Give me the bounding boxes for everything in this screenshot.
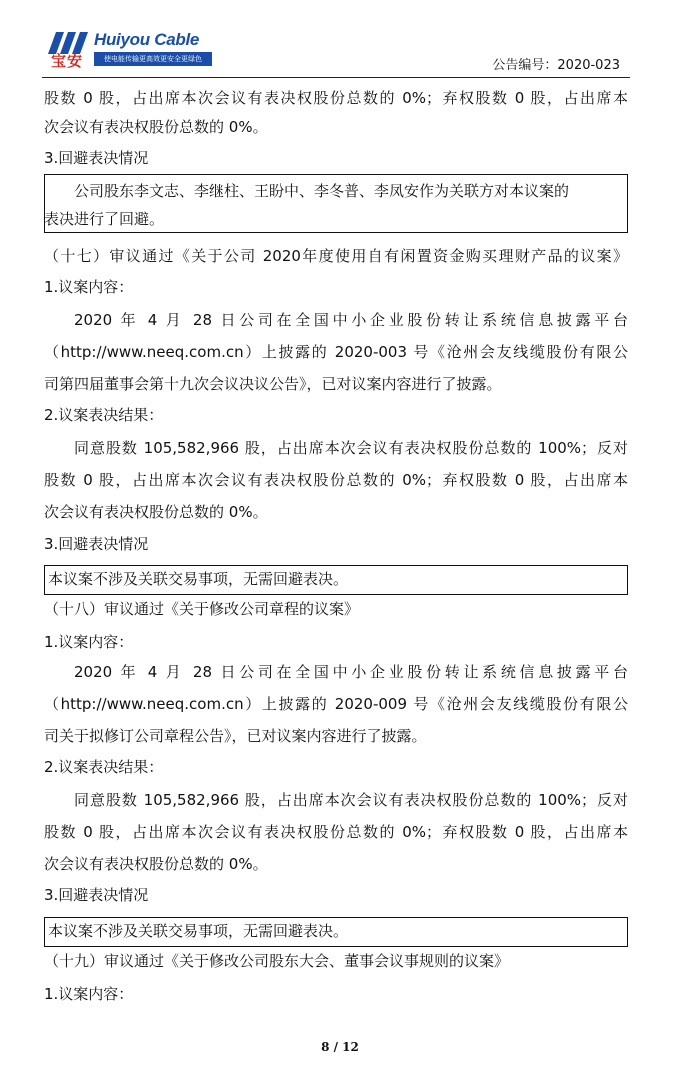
section-subheading: 2.议案表决结果： xyxy=(44,406,164,424)
paragraph-line: 次会议有表决权股份总数的 0%。 xyxy=(44,118,268,136)
section-subheading: 1.议案内容： xyxy=(44,633,134,651)
paragraph-line: 司第四届董事会第十九次会议决议公告》，已对议案内容进行了披露。 xyxy=(44,375,502,393)
logo-chinese-text: 宝安 xyxy=(50,52,83,70)
section-subheading: 3.回避表决情况 xyxy=(44,149,149,167)
paragraph-line: 公司股东李文志、李继柱、王盼中、李冬普、李凤安作为关联方对本议案的 xyxy=(74,182,570,200)
header-divider xyxy=(42,77,630,78)
paragraph-line: 2020 年 4 月 28 日公司在全国中小企业股份转让系统信息披露平台 xyxy=(74,311,628,329)
paragraph-line: 司关于拟修订公司章程公告》，已对议案内容进行了披露。 xyxy=(44,727,427,745)
paragraph-line: 次会议有表决权股份总数的 0%。 xyxy=(44,855,268,873)
logo-slogan: 使电能传输更高效更安全更绿色 xyxy=(94,52,212,66)
paragraph-line: 表决进行了回避。 xyxy=(44,210,165,228)
page-number: 8 / 12 xyxy=(321,1040,359,1054)
paragraph-line: 次会议有表决权股份总数的 0%。 xyxy=(44,503,268,521)
section-subheading: 1.议案内容： xyxy=(44,985,134,1003)
logo-english-text: Huiyou Cable xyxy=(94,30,200,49)
paragraph-line: （http://www.neeq.com.cn）上披露的 2020-009 号《沧州会友线缆股份有限公 xyxy=(44,695,628,713)
paragraph-line: 同意股数 105,582,966 股，占出席本次会议有表决权股份总数的 100%；反对 xyxy=(74,439,628,457)
page-header xyxy=(0,0,680,82)
section-heading-18: （十八）审议通过《关于修改公司章程的议案》 xyxy=(44,600,360,618)
paragraph-line: 2020 年 4 月 28 日公司在全国中小企业股份转让系统信息披露平台 xyxy=(74,663,628,681)
section-heading-19: （十九）审议通过《关于修改公司股东大会、董事会议事规则的议案》 xyxy=(44,952,510,970)
recusal-note: 本议案不涉及关联交易事项，无需回避表决。 xyxy=(48,570,349,588)
paragraph-line: 同意股数 105,582,966 股，占出席本次会议有表决权股份总数的 100%；反对 xyxy=(74,791,628,809)
paragraph-line: （http://www.neeq.com.cn）上披露的 2020-003 号《沧州会友线缆股份有限公 xyxy=(44,343,628,361)
recusal-note: 本议案不涉及关联交易事项，无需回避表决。 xyxy=(48,922,349,940)
paragraph-line: 股数 0 股，占出席本次会议有表决权股份总数的 0%；弃权股数 0 股，占出席本 xyxy=(44,823,628,841)
logo-badge xyxy=(44,32,90,70)
logo-bars-icon xyxy=(46,32,86,54)
section-subheading: 3.回避表决情况 xyxy=(44,535,149,553)
paragraph-line: 股数 0 股，占出席本次会议有表决权股份总数的 0%；弃权股数 0 股，占出席本 xyxy=(44,471,628,489)
announcement-number: 公告编号：2020-023 xyxy=(492,58,620,73)
company-logo xyxy=(44,30,214,72)
section-heading-17: （十七）审议通过《关于公司 2020年度使用自有闲置资金购买理财产品的议案》 xyxy=(44,247,628,265)
section-subheading: 3.回避表决情况 xyxy=(44,886,149,904)
paragraph-line: 股数 0 股，占出席本次会议有表决权股份总数的 0%；弃权股数 0 股，占出席本 xyxy=(44,89,628,107)
section-subheading: 2.议案表决结果： xyxy=(44,758,164,776)
section-subheading: 1.议案内容： xyxy=(44,278,134,296)
